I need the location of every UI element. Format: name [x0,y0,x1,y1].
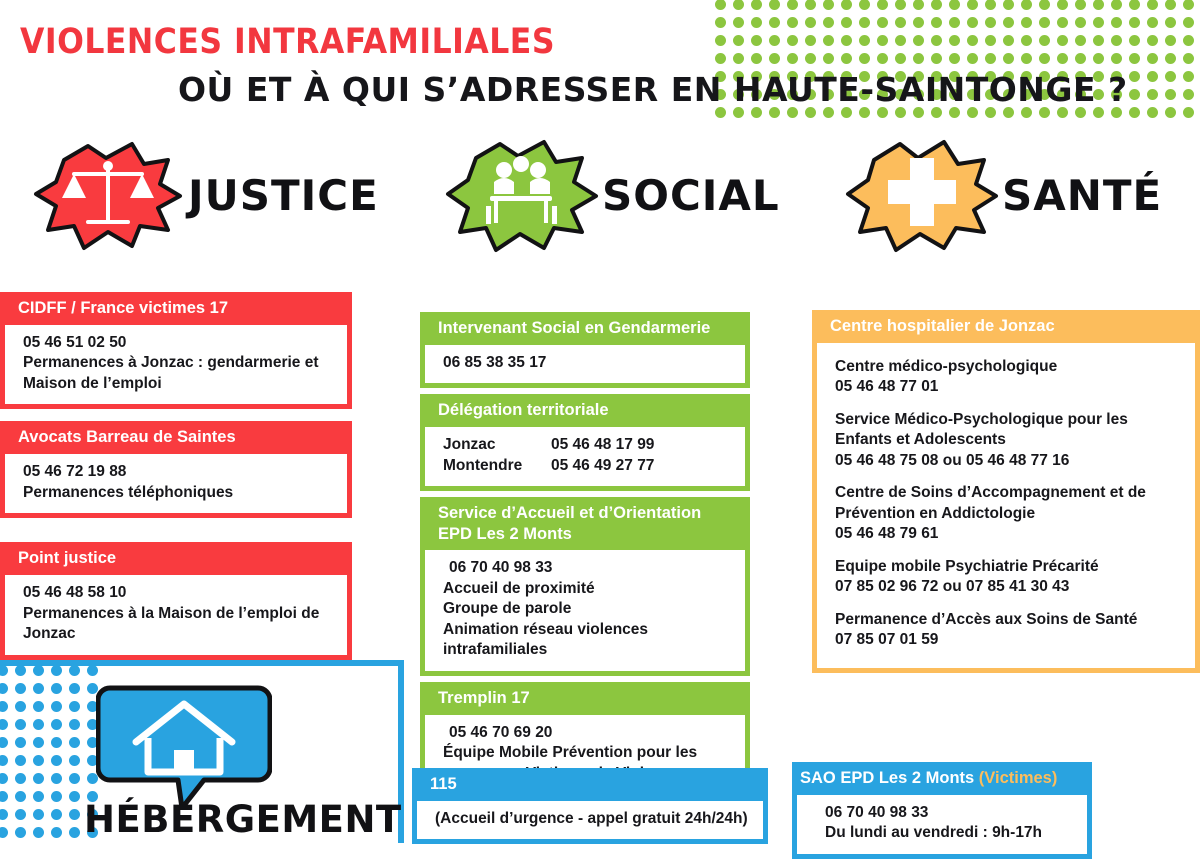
phone-number: 05 46 49 27 77 [551,456,655,474]
detail-line: Permanences à Jonzac : gendarmerie et [23,354,319,372]
scales-of-justice-icon [28,130,188,260]
social-block-delegation [420,394,750,491]
list-item [835,483,1185,544]
sao-body [792,795,1092,859]
service-name: Equipe mobile Psychiatrie Précarité [835,557,1099,575]
service-name: Centre médico-psychologique [835,358,1058,375]
phone-number: 05 46 48 79 61 [835,525,939,543]
detail-line: Du lundi au vendredi : 9h-17h [825,824,1043,842]
social-block-delegation-title: Délégation territoriale [420,394,750,427]
phone-number: 05 46 48 75 08 ou 05 46 48 77 16 [835,451,1070,469]
social-block-sao-subtitle: EPD Les 2 Monts [420,525,750,550]
social-block-sao [420,497,750,675]
urgence-number: 115 [412,768,768,801]
service-name-cont: Enfants et Adolescents [835,431,1006,449]
social-block-isg-title: Intervenant Social en Gendarmerie [420,312,750,345]
phone-number: 06 70 40 98 33 [449,559,553,577]
sao-title [792,762,1092,795]
social-block-sao-body [420,550,750,675]
service-name: Permanence d’Accès aux Soins de Santé [835,610,1138,628]
phone-number: 05 46 72 19 88 [23,463,127,481]
detail-line: Permanences à la Maison de l’emploi de [23,604,320,622]
hebergement-label: HÉBERGEMENT [84,798,402,841]
justice-block-cidff [0,292,352,409]
service-name: Service Médico-Psychologique pour les [835,410,1128,428]
house-speech-bubble-icon [96,678,272,815]
justice-block-cidff-title: CIDFF / France victimes 17 [0,292,352,325]
phone-number: 07 85 07 01 59 [835,630,939,648]
social-meeting-icon [442,130,602,260]
table-row [443,435,735,455]
phone-number: 05 46 51 02 50 [23,334,127,351]
justice-block-avocats-title: Avocats Barreau de Saintes [0,421,352,454]
service-name: Centre de Soins d’Accompagnement et de [835,484,1146,502]
list-item [835,357,1185,398]
justice-block-avocats-body [0,454,352,518]
list-item [835,610,1185,651]
table-row [443,456,735,476]
social-block-isg [420,312,750,388]
social-block-sao-title: Service d’Accueil et d’Orientation [420,497,750,525]
detail-line: Permanences téléphoniques [23,483,234,501]
social-block-tremplin-title: Tremplin 17 [420,682,750,715]
hebergement-urgence-block [412,768,768,844]
service-name-cont: Prévention en Addictologie [835,504,1036,522]
sante-block-title: Centre hospitalier de Jonzac [812,310,1200,343]
category-sante-label: SANTÉ [1002,170,1163,220]
sante-block-body [812,343,1200,673]
phone-number: 07 85 02 96 72 ou 07 85 41 30 43 [835,578,1070,596]
place-label: Jonzac [443,436,496,454]
detail-line: Jonzac [23,625,76,643]
sao-title-text: SAO EPD Les 2 Monts [800,769,975,787]
category-sante [842,130,1162,260]
detail-line: Groupe de parole [443,600,572,618]
justice-block-point-justice [0,542,352,659]
detail-line: Accueil de proximité [443,579,595,597]
phone-number: 05 46 48 17 99 [551,436,655,454]
poster-title-line2: OÙ ET À QUI S’ADRESSER EN HAUTE-SAINTONGE ? [178,70,1128,109]
phone-number: 06 85 38 35 17 [443,354,547,371]
justice-block-point-justice-body [0,575,352,659]
social-block-isg-body [420,345,750,388]
phone-number: 05 46 70 69 20 [449,723,553,741]
hebergement-sao-block [792,762,1092,859]
justice-column [0,292,352,660]
poster-title-line1: VIOLENCES INTRAFAMILIALES [20,22,556,62]
category-justice-label: JUSTICE [188,170,379,220]
detail-line: Animation réseau violences intrafamiliales [443,620,649,659]
sao-title-suffix: (Victimes) [978,769,1058,787]
category-justice [28,130,379,260]
detail-line: Équipe Mobile Prévention pour les [443,744,698,762]
category-social-label: SOCIAL [602,170,780,220]
phone-number: 06 70 40 98 33 [825,804,929,821]
social-column [420,312,750,799]
detail-line: Maison de l’emploi [23,374,162,392]
justice-block-cidff-body [0,325,352,409]
phone-number: 05 46 48 77 01 [835,378,939,396]
place-label: Montendre [443,456,523,474]
sante-column [812,310,1200,673]
list-item [835,410,1185,471]
phone-number: 05 46 48 58 10 [23,584,127,602]
medical-cross-icon [842,130,1002,260]
social-block-delegation-body [420,427,750,491]
justice-block-point-justice-title: Point justice [0,542,352,575]
justice-block-avocats [0,421,352,518]
urgence-detail: (Accueil d’urgence - appel gratuit 24h/24h) [412,801,768,844]
category-social [442,130,780,260]
list-item [835,557,1185,598]
